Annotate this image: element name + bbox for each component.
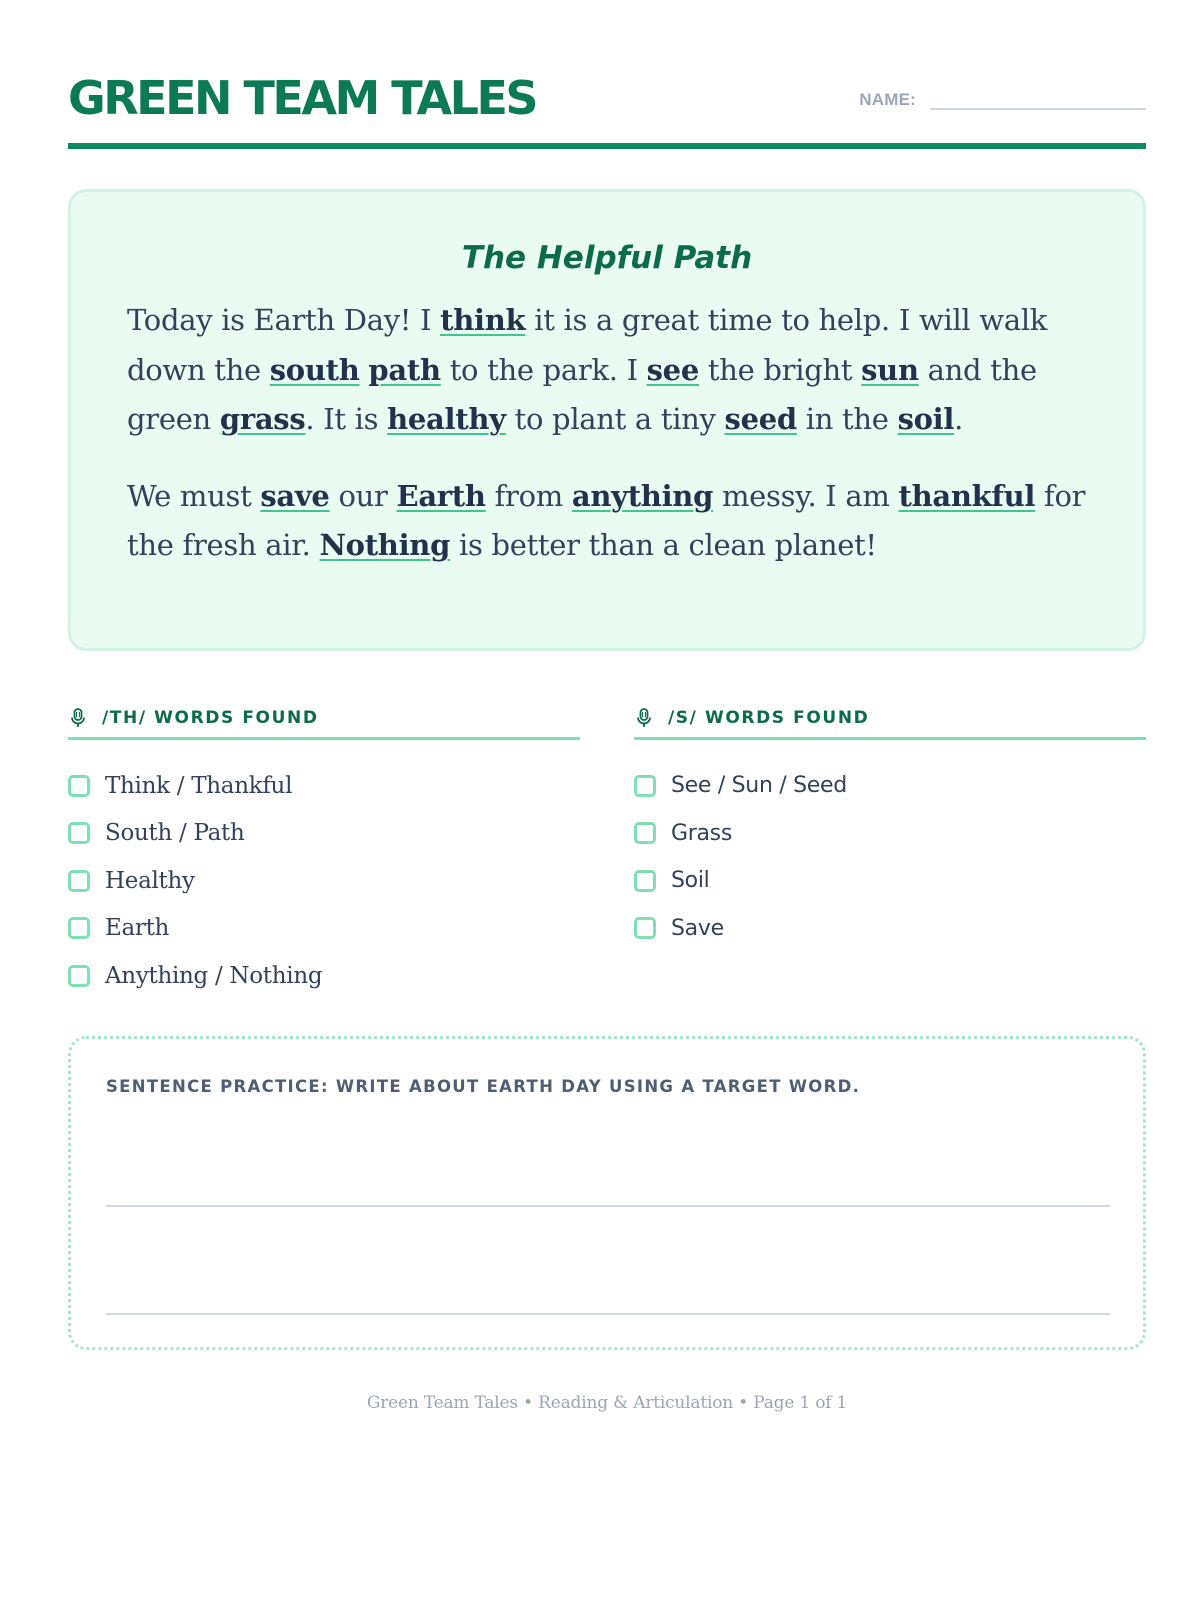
- story-text: to plant a tiny: [505, 402, 725, 436]
- name-field: [859, 88, 1146, 112]
- checklist-item: [634, 762, 1146, 810]
- checklist-item: [634, 810, 1146, 858]
- worksheet-title: GREEN TEAM TALES: [68, 71, 536, 125]
- name-write-line: [930, 108, 1146, 110]
- checklist-item: [68, 762, 580, 810]
- microphone-icon: [636, 708, 652, 728]
- story-text: is better than a clean planet!: [450, 528, 877, 562]
- checklist-item-label: Anything / Nothing: [105, 962, 323, 989]
- column-title: /S/ WORDS FOUND: [668, 708, 870, 728]
- target-word: thankful: [898, 478, 1036, 513]
- story-paragraph: [127, 296, 1087, 445]
- column-header: [68, 702, 580, 740]
- checklist: [68, 762, 580, 1000]
- story-text: our: [329, 478, 397, 513]
- checkbox[interactable]: [68, 822, 90, 844]
- checkbox[interactable]: [68, 917, 90, 939]
- story-text: it is a great time to help. I will walk down the: [127, 303, 1048, 387]
- checkbox[interactable]: [634, 775, 656, 797]
- story-text: . It is: [305, 402, 388, 436]
- target-word: save: [260, 478, 330, 513]
- worksheet-header: [68, 0, 1146, 149]
- name-label: NAME:: [859, 90, 916, 109]
- worksheet-page: [68, 0, 1146, 1413]
- sentence-practice-label: SENTENCE PRACTICE: WRITE ABOUT EARTH DAY USING A TARGET WORD.: [106, 1077, 861, 1096]
- checklist-item-label: Save: [671, 915, 724, 941]
- target-word: Earth: [396, 478, 486, 513]
- s-words-column: [634, 702, 1146, 952]
- checklist-item: [68, 810, 580, 858]
- target-word: anything: [571, 478, 714, 513]
- checklist-item-label: South / Path: [105, 820, 245, 847]
- checklist-item: [68, 905, 580, 953]
- checklist-item: [68, 857, 580, 905]
- writing-line[interactable]: [106, 1205, 1110, 1207]
- target-word: see: [646, 352, 699, 387]
- th-words-column: [68, 702, 580, 1000]
- checkbox[interactable]: [634, 822, 656, 844]
- story-text: We must: [127, 478, 261, 513]
- story-text: Today is Earth Day! I: [127, 303, 441, 337]
- story-text: in the: [796, 402, 898, 436]
- checklist-item: [634, 857, 1146, 905]
- story-text: messy. I am: [713, 478, 899, 513]
- target-word: Nothing: [319, 528, 451, 562]
- checklist-item: [68, 952, 580, 1000]
- checkbox[interactable]: [68, 870, 90, 892]
- checkbox[interactable]: [68, 965, 90, 987]
- target-word: sun: [861, 352, 919, 387]
- story-paragraph: [127, 472, 1087, 571]
- microphone-icon: [70, 708, 86, 728]
- target-word: soil: [897, 402, 955, 436]
- checkbox[interactable]: [634, 917, 656, 939]
- page-footer: Green Team Tales • Reading & Articulation • Page 1 of 1: [366, 1393, 848, 1413]
- target-word: healthy: [387, 402, 506, 436]
- checklist-item-label: Think / Thankful: [105, 772, 293, 799]
- checklist-item: [634, 905, 1146, 953]
- column-header: [634, 702, 1146, 740]
- checkbox[interactable]: [68, 775, 90, 797]
- checkbox[interactable]: [634, 870, 656, 892]
- story-text: for the fresh air.: [127, 478, 1086, 562]
- checklist-item-label: Soil: [671, 868, 710, 894]
- checklist-item-label: Healthy: [105, 867, 195, 894]
- story-text: .: [954, 402, 963, 436]
- story-text: to the park. I: [440, 352, 647, 387]
- target-word: south: [269, 352, 360, 387]
- checklist: [634, 762, 1146, 952]
- target-word: seed: [724, 402, 797, 436]
- checklist-item-label: Earth: [105, 915, 170, 942]
- target-word: grass: [219, 402, 306, 436]
- story-text: the bright: [698, 352, 862, 387]
- checklist-item-label: See / Sun / Seed: [671, 773, 847, 799]
- story-text: and the green: [127, 352, 1037, 436]
- column-title: /TH/ WORDS FOUND: [102, 708, 319, 728]
- sentence-practice-box: [68, 1036, 1146, 1350]
- target-word: path: [368, 352, 441, 387]
- checklist-item-label: Grass: [671, 820, 732, 846]
- writing-line[interactable]: [106, 1313, 1110, 1315]
- story-box: [68, 189, 1146, 651]
- story-text: from: [485, 478, 572, 513]
- story-title: The Helpful Path: [461, 240, 753, 276]
- target-word: think: [440, 303, 526, 337]
